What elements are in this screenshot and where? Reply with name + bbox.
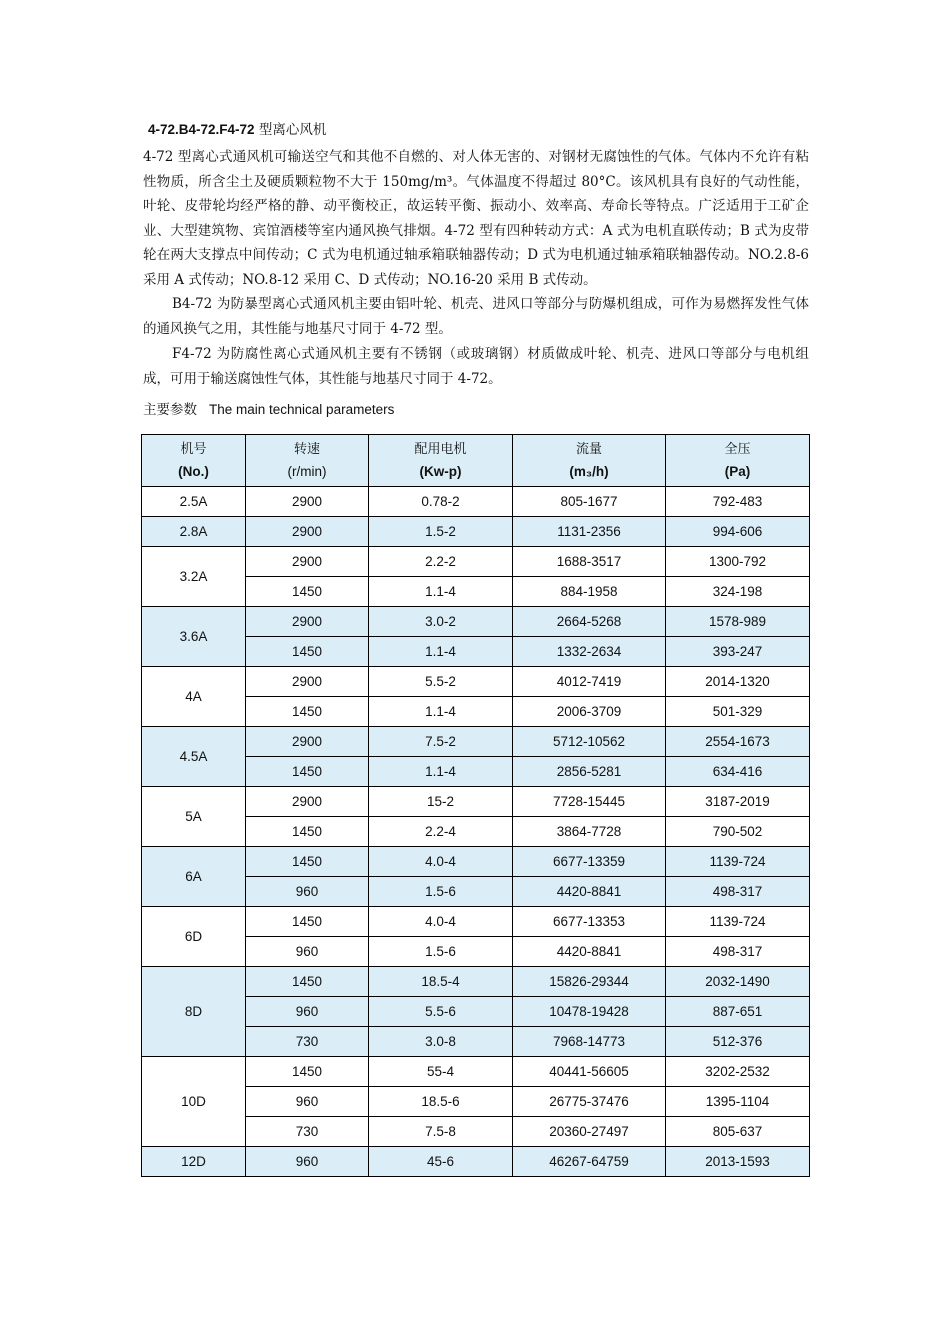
cell-flow: 26775-37476 [513, 1087, 666, 1117]
cell-motor: 2.2-2 [369, 547, 513, 577]
cell-flow: 15826-29344 [513, 967, 666, 997]
cell-speed: 1450 [246, 967, 369, 997]
cell-speed: 960 [246, 937, 369, 967]
cell-pressure: 498-317 [666, 877, 810, 907]
cell-speed: 960 [246, 877, 369, 907]
table-row [142, 1147, 810, 1177]
cell-speed: 2900 [246, 547, 369, 577]
cell-flow: 4420-8841 [513, 877, 666, 907]
cell-speed: 730 [246, 1027, 369, 1057]
cell-flow: 2856-5281 [513, 757, 666, 787]
cell-pressure: 1578-989 [666, 607, 810, 637]
cell-model: 3.2A [142, 547, 246, 607]
cell-speed: 960 [246, 1087, 369, 1117]
cell-motor: 1.1-4 [369, 577, 513, 607]
cell-flow: 10478-19428 [513, 997, 666, 1027]
cell-motor: 18.5-4 [369, 967, 513, 997]
header-model: 机号 (No.) [142, 435, 246, 487]
header-flow: 流量 (m₃/h) [513, 435, 666, 487]
cell-model: 4.5A [142, 727, 246, 787]
cell-model: 6A [142, 847, 246, 907]
cell-speed: 2900 [246, 727, 369, 757]
paragraph-f4-72: F4-72 为防腐性离心式通风机主要有不锈钢（或玻璃钢）材质做成叶轮、机壳、进风口等部分与电机组成，可用于输送腐蚀性气体，其性能与地基尺寸同于 4-72。 [143, 346, 809, 387]
cell-flow: 20360-27497 [513, 1117, 666, 1147]
cell-speed: 730 [246, 1117, 369, 1147]
cell-speed: 1450 [246, 817, 369, 847]
cell-flow: 2664-5268 [513, 607, 666, 637]
cell-model: 12D [142, 1147, 246, 1177]
cell-model: 10D [142, 1057, 246, 1147]
cell-flow: 6677-13353 [513, 907, 666, 937]
cell-pressure: 324-198 [666, 577, 810, 607]
cell-pressure: 2554-1673 [666, 727, 810, 757]
title-model-codes: 4-72.B4-72.F4-72 [148, 122, 255, 137]
cell-speed: 1450 [246, 907, 369, 937]
cell-pressure: 805-637 [666, 1117, 810, 1147]
cell-pressure: 2013-1593 [666, 1147, 810, 1177]
cell-flow: 40441-56605 [513, 1057, 666, 1087]
cell-motor: 5.5-2 [369, 667, 513, 697]
parameters-table-body [142, 435, 810, 1177]
cell-speed: 1450 [246, 577, 369, 607]
cell-flow: 1131-2356 [513, 517, 666, 547]
cell-model: 8D [142, 967, 246, 1057]
cell-flow: 7728-15445 [513, 787, 666, 817]
table-row [142, 727, 810, 757]
cell-model: 2.5A [142, 487, 246, 517]
cell-speed: 2900 [246, 607, 369, 637]
cell-pressure: 1300-792 [666, 547, 810, 577]
cell-model: 2.8A [142, 517, 246, 547]
cell-model: 4A [142, 667, 246, 727]
table-header-row [142, 435, 810, 487]
cell-speed: 960 [246, 1147, 369, 1177]
cell-pressure: 498-317 [666, 937, 810, 967]
cell-speed: 1450 [246, 637, 369, 667]
cell-flow: 2006-3709 [513, 697, 666, 727]
cell-pressure: 994-606 [666, 517, 810, 547]
cell-flow: 4420-8841 [513, 937, 666, 967]
section-heading-en: The main technical parameters [209, 402, 395, 417]
table-row [142, 517, 810, 547]
paragraph-4-72: 4-72 型离心式通风机可输送空气和其他不自燃的、对人体无害的、对钢材无腐蚀性的气体。气体内不允许有粘性物质，所含尘土及硬质颗粒物不大于 150mg/m³。气体温度不得超过 80°C。该风机具有良好的气动性能，叶轮、皮带轮均经严格的静、动平衡校正，故运转平衡、振动小、效率高、寿命长等特点。广泛适用于工矿企业、大型建筑物、宾馆酒楼等室内通风换气排烟。4-72 型有四种转动方式：A 式为电机直联传动；B 式为皮带轮在两大支撑点中间传动；C 式为电机通过轴承箱联轴器传动；D 式为电机通过轴承箱联轴器传动。NO.2.8-6 采用 A 式传动；NO.8-12 采用 C、D 式传动；NO.16-20 采用 B 式传动。 [143, 149, 809, 288]
cell-speed: 1450 [246, 697, 369, 727]
table-row [142, 667, 810, 697]
table-row [142, 787, 810, 817]
cell-pressure: 3187-2019 [666, 787, 810, 817]
cell-motor: 1.5-6 [369, 877, 513, 907]
cell-pressure: 512-376 [666, 1027, 810, 1057]
title-text: 型离心风机 [254, 122, 327, 138]
table-row [142, 1057, 810, 1087]
cell-motor: 4.0-4 [369, 907, 513, 937]
cell-pressure: 2032-1490 [666, 967, 810, 997]
cell-motor: 1.1-4 [369, 637, 513, 667]
cell-speed: 1450 [246, 1057, 369, 1087]
cell-pressure: 1395-1104 [666, 1087, 810, 1117]
cell-flow: 7968-14773 [513, 1027, 666, 1057]
cell-motor: 1.1-4 [369, 757, 513, 787]
cell-motor: 4.0-4 [369, 847, 513, 877]
cell-motor: 3.0-8 [369, 1027, 513, 1057]
cell-motor: 2.2-4 [369, 817, 513, 847]
cell-motor: 5.5-6 [369, 997, 513, 1027]
cell-flow: 3864-7728 [513, 817, 666, 847]
cell-motor: 18.5-6 [369, 1087, 513, 1117]
cell-speed: 2900 [246, 517, 369, 547]
cell-pressure: 887-651 [666, 997, 810, 1027]
header-motor: 配用电机 (Kw-p) [369, 435, 513, 487]
cell-speed: 1450 [246, 757, 369, 787]
cell-speed: 2900 [246, 787, 369, 817]
table-row [142, 487, 810, 517]
cell-flow: 1688-3517 [513, 547, 666, 577]
cell-motor: 55-4 [369, 1057, 513, 1087]
cell-pressure: 393-247 [666, 637, 810, 667]
table-row [142, 907, 810, 937]
cell-pressure: 2014-1320 [666, 667, 810, 697]
cell-flow: 884-1958 [513, 577, 666, 607]
cell-motor: 45-6 [369, 1147, 513, 1177]
cell-flow: 46267-64759 [513, 1147, 666, 1177]
cell-motor: 0.78-2 [369, 487, 513, 517]
cell-pressure: 1139-724 [666, 847, 810, 877]
cell-flow: 5712-10562 [513, 727, 666, 757]
header-pressure: 全压 (Pa) [666, 435, 810, 487]
paragraph-b4-72: B4-72 为防暴型离心式通风机主要由铝叶轮、机壳、进风口等部分与防爆机组成，可作为易燃挥发性气体的通风换气之用，其性能与地基尺寸同于 4-72 型。 [143, 296, 809, 337]
cell-flow: 6677-13359 [513, 847, 666, 877]
cell-speed: 2900 [246, 487, 369, 517]
table-row [142, 607, 810, 637]
header-speed: 转速 (r/min) [246, 435, 369, 487]
cell-pressure: 634-416 [666, 757, 810, 787]
cell-flow: 1332-2634 [513, 637, 666, 667]
cell-speed: 2900 [246, 667, 369, 697]
cell-motor: 1.5-6 [369, 937, 513, 967]
section-heading [143, 400, 394, 420]
cell-flow: 805-1677 [513, 487, 666, 517]
table-row [142, 547, 810, 577]
cell-pressure: 501-329 [666, 697, 810, 727]
cell-pressure: 792-483 [666, 487, 810, 517]
table-row [142, 967, 810, 997]
cell-speed: 1450 [246, 847, 369, 877]
cell-pressure: 790-502 [666, 817, 810, 847]
cell-pressure: 1139-724 [666, 907, 810, 937]
cell-model: 3.6A [142, 607, 246, 667]
section-heading-zh: 主要参数 [143, 402, 197, 418]
cell-motor: 1.5-2 [369, 517, 513, 547]
cell-motor: 3.0-2 [369, 607, 513, 637]
table-row [142, 847, 810, 877]
cell-model: 5A [142, 787, 246, 847]
cell-motor: 1.1-4 [369, 697, 513, 727]
cell-model: 6D [142, 907, 246, 967]
cell-flow: 4012-7419 [513, 667, 666, 697]
cell-motor: 7.5-2 [369, 727, 513, 757]
cell-pressure: 3202-2532 [666, 1057, 810, 1087]
cell-motor: 15-2 [369, 787, 513, 817]
document-title [148, 120, 326, 140]
cell-speed: 960 [246, 997, 369, 1027]
cell-motor: 7.5-8 [369, 1117, 513, 1147]
parameters-table [141, 434, 810, 1177]
